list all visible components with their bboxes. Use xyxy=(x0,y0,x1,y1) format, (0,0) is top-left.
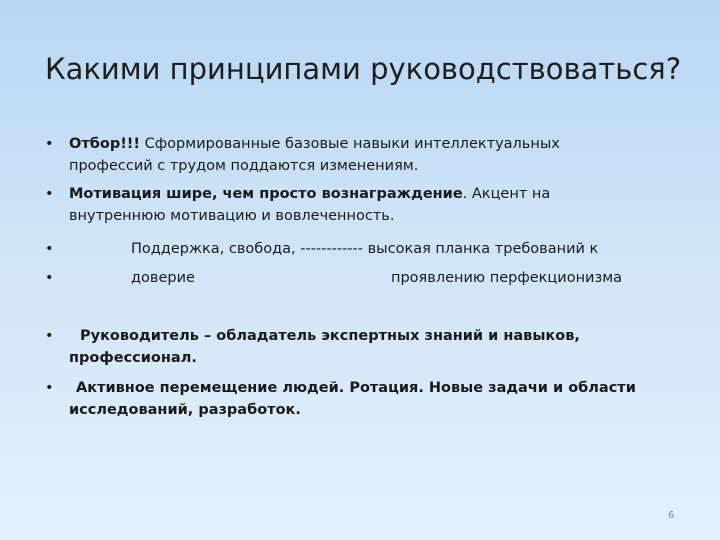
bullet-col1: Поддержка, свобода, ------------ xyxy=(131,241,363,257)
bullet-text-line: . Акцент на xyxy=(462,186,551,202)
bullet-col2: проявлению перфекционизма xyxy=(391,270,623,286)
bullet-marker: • xyxy=(45,186,54,202)
bullet-text xyxy=(69,325,669,369)
bullet-text-line: внутреннюю мотивацию и вовлеченность. xyxy=(69,208,395,224)
bullet-col1: доверие xyxy=(131,270,195,286)
bullet-text xyxy=(69,133,669,177)
page-number: 6 xyxy=(668,510,675,521)
bullet-text-line: Руководитель – обладатель экспертных знаний и навыков, xyxy=(80,328,580,344)
bullet-text-line: профессионал. xyxy=(69,350,197,366)
bullet-col2: высокая планка требований к xyxy=(363,241,599,257)
bullet-marker: • xyxy=(45,241,54,257)
bullet-marker: • xyxy=(45,328,54,344)
bullet-text-line: профессий с трудом поддаются изменениям. xyxy=(69,158,419,174)
bullet-marker: • xyxy=(45,136,54,152)
bullet-text xyxy=(69,183,669,227)
bullet-bold: Отбор!!! xyxy=(69,136,141,152)
bullet-marker: • xyxy=(45,270,54,286)
bullet-text xyxy=(131,267,720,289)
bullet-bold: Мотивация шире, чем просто вознаграждение xyxy=(69,186,463,202)
bullet-text xyxy=(69,377,669,421)
bullet-text-line: Сформированные базовые навыки интеллектуальных xyxy=(140,136,560,152)
bullet-text-line: Активное перемещение людей. Ротация. Новые задачи и области xyxy=(76,380,636,396)
slide-title: Какими принципами руководствоваться? xyxy=(45,52,682,86)
bullet-marker: • xyxy=(45,380,54,396)
bullet-text xyxy=(131,238,720,260)
bullet-text-line: исследований, разработок. xyxy=(69,402,301,418)
